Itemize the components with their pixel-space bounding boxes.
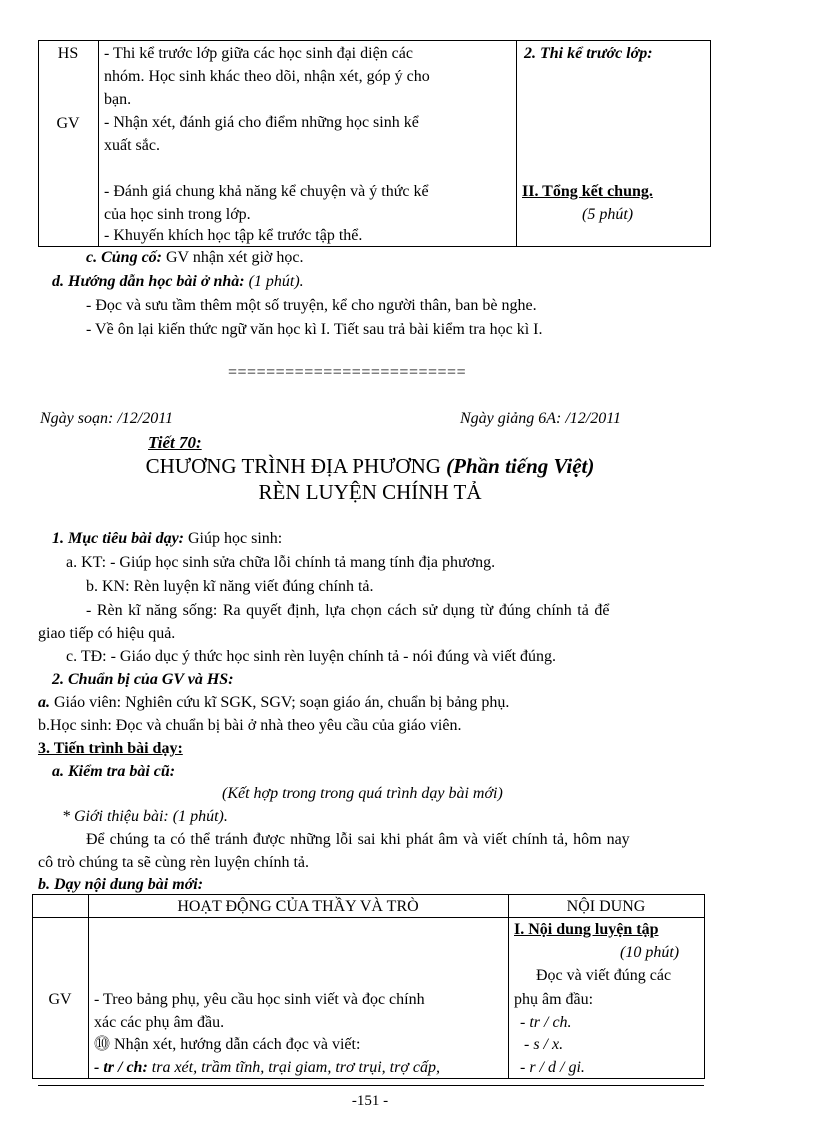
lesson-number: Tiết 70: <box>148 433 202 452</box>
time-note: (5 phút) <box>582 206 634 223</box>
intro-line: Để chúng ta có thể tránh được những lỗi sai khi phát âm và viết chính tả, hôm nay <box>86 831 630 848</box>
role-gv: GV <box>56 115 80 132</box>
huong-dan <box>52 271 304 293</box>
tr-ch-examples: tra xét, trầm tĩnh, trại giam, trơ trụi, trợ cấp, <box>147 1059 440 1076</box>
day-noi-dung-label: b. Dạy nội dung bài mới: <box>38 876 204 893</box>
muc-tieu-td: c. TĐ: - Giáo dục ý thức học sinh rèn luyện chính tả - nói đúng và viết đúng. <box>66 648 557 665</box>
content-line: Đọc và viết đúng các <box>536 967 672 984</box>
page-number: -151 - <box>351 1093 389 1109</box>
content-item: - tr / ch. <box>520 1014 572 1031</box>
circled-bullet-icon: ⓾ <box>94 1036 111 1053</box>
huong-dan-time: (1 phút). <box>244 273 304 290</box>
chuan-bi-gv <box>38 692 509 714</box>
activity-line: nhóm. Học sinh khác theo dõi, nhận xét, góp ý cho <box>104 68 430 85</box>
lesson-title-main: CHƯƠNG TRÌNH ĐỊA PHƯƠNG <box>145 454 447 478</box>
intro-line: cô trò chúng ta sẽ cùng rèn luyện chính tả. <box>38 854 310 871</box>
header-content: NỘI DUNG <box>566 898 646 915</box>
header-activity: HOẠT ĐỘNG CỦA THẦY VÀ TRÒ <box>177 898 419 915</box>
activity-line: - Đánh giá chung khả năng kể chuyện và ý thức kể <box>104 183 429 200</box>
muc-tieu-text: Giúp học sinh: <box>184 530 283 547</box>
chuan-bi-hs: b.Học sinh: Đọc và chuẩn bị bài ở nhà theo yêu cầu của giáo viên. <box>38 717 462 734</box>
kiem-tra-text: (Kết hợp trong trong quá trình dạy bài mới) <box>222 785 503 802</box>
separator: ========================= <box>228 364 467 381</box>
activity-line: bạn. <box>104 91 132 108</box>
kiem-tra-label: a. Kiểm tra bài cũ: <box>52 763 176 780</box>
lesson-title-italic: (Phần tiếng Việt) <box>446 454 595 478</box>
lesson-title <box>0 453 740 479</box>
gioi-thieu: * Giới thiệu bài: (1 phút). <box>62 808 228 825</box>
muc-tieu-label: 1. Mục tiêu bài dạy: <box>52 530 184 547</box>
activity-line <box>94 1056 440 1079</box>
muc-tieu-kt: a. KT: - Giúp học sinh sửa chữa lỗi chính tả mang tính địa phương. <box>66 554 496 571</box>
heading-noi-dung: I. Nội dung luyện tập <box>514 921 659 938</box>
muc-tieu-ks: - Rèn kĩ năng sống: Ra quyết định, lựa chọn cách sử dụng từ đúng chính tả để <box>86 602 610 619</box>
role-gv: GV <box>48 991 72 1008</box>
cung-co-label: c. Củng cố: <box>86 249 162 266</box>
activity-line: - Thi kể trước lớp giữa các học sinh đại diện các <box>104 45 413 62</box>
activity-line: của học sinh trong lớp. <box>104 206 251 223</box>
cung-co-text: GV nhận xét giờ học. <box>162 249 304 266</box>
muc-tieu-kn: b. KN: Rèn luyện kĩ năng viết đúng chính tả. <box>86 578 374 595</box>
activity-line: ⓾ Nhận xét, hướng dẫn cách đọc và viết: <box>94 1036 361 1053</box>
chuan-bi-gv-label: a. <box>38 694 50 711</box>
huong-dan-line: - Đọc và sưu tầm thêm một số truyện, kể cho người thân, ban bè nghe. <box>86 297 537 314</box>
footer-rule <box>38 1085 704 1086</box>
time-note: (10 phút) <box>620 944 680 961</box>
huong-dan-line: - Về ôn lại kiến thức ngữ văn học kì I. Tiết sau trả bài kiểm tra học kì I. <box>86 321 543 338</box>
content-item: - s / x. <box>524 1036 564 1053</box>
activity-line: - Treo bảng phụ, yêu cầu học sinh viết và đọc chính <box>94 991 425 1008</box>
ngay-giang: Ngày giảng 6A: /12/2011 <box>460 410 622 427</box>
lesson-subtitle: RÈN LUYỆN CHÍNH TẢ <box>258 480 482 504</box>
role-hs: HS <box>57 45 79 62</box>
huong-dan-label: d. Hướng dẫn học bài ở nhà: <box>52 273 245 290</box>
activity-line: xuất sắc. <box>104 137 160 154</box>
muc-tieu <box>52 528 282 550</box>
heading-tong-ket: II. Tổng kết chung. <box>522 183 653 200</box>
muc-tieu-ks-cont: giao tiếp có hiệu quả. <box>38 625 176 642</box>
heading-thi-ke: 2. Thi kể trước lớp: <box>524 45 653 62</box>
ngay-soan: Ngày soạn: /12/2011 <box>40 410 174 427</box>
chuan-bi-label: 2. Chuẩn bị của GV và HS: <box>52 671 234 688</box>
chuan-bi-gv-text: Giáo viên: Nghiên cứu kĩ SGK, SGV; soạn giáo án, chuẩn bị bảng phụ. <box>50 694 510 711</box>
activity-line: - Khuyến khích học tập kể trước tập thể. <box>104 227 363 244</box>
tr-ch-label: - tr / ch: <box>94 1059 148 1076</box>
content-item: - r / d / gi. <box>520 1059 585 1076</box>
activity-line: - Nhận xét, đánh giá cho điểm những học sinh kể <box>104 114 419 131</box>
activity-line: xác các phụ âm đầu. <box>94 1014 225 1031</box>
cung-co <box>86 247 303 269</box>
content-line: phụ âm đầu: <box>514 991 594 1008</box>
tien-trinh-label: 3. Tiến trình bài dạy: <box>38 740 183 757</box>
